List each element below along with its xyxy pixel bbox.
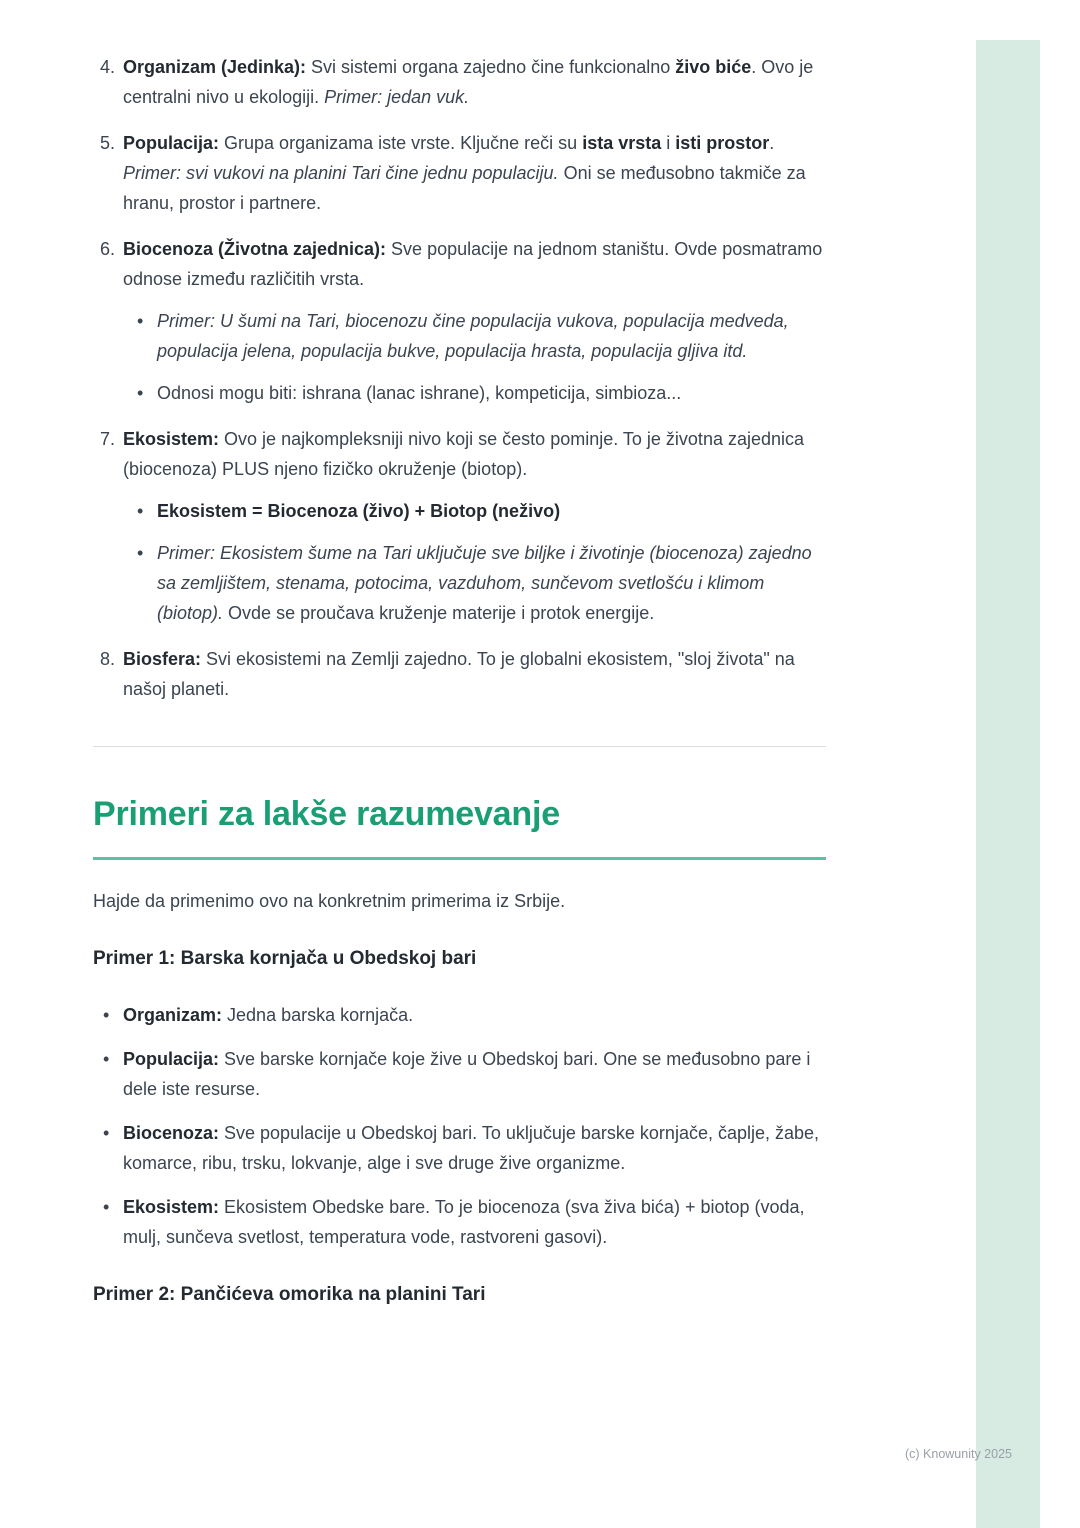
bullet-text: [123, 1000, 826, 1030]
numbered-list: [93, 52, 826, 704]
numbered-item: [93, 644, 826, 704]
sub-bullet-item: [123, 538, 826, 628]
bullet-icon: •: [103, 1123, 110, 1143]
section-title: Primeri za lakše razumevanje: [93, 793, 826, 860]
italic-text: Primer: U šumi na Tari, biocenozu čine populacija vukova, populacija medveda, populacija jelena, populacija bukve, populacija hrasta, populacija gljiva itd.: [157, 311, 789, 361]
item-body: [123, 644, 826, 704]
bold-text: Ekosistem:: [123, 1197, 220, 1217]
bullet-icon: •: [103, 1049, 110, 1069]
bold-text: Populacija:: [123, 1049, 220, 1069]
bullet-text: [157, 538, 826, 628]
italic-text: Primer: jedan vuk.: [324, 87, 470, 107]
text-run: Sve populacije u Obedskoj bari. To uključuje barske kornjače, čaplje, žabe, komarce, ribu, trsku, lokvanje, alge i sve druge žive organizme.: [123, 1123, 820, 1173]
item-text: [123, 424, 826, 484]
bullet-icon: •: [103, 1197, 110, 1217]
text-run: Grupa organizama iste vrste. Ključne reči su: [219, 133, 583, 153]
example-bullet-item: [93, 1118, 826, 1178]
text-run: Sve barske kornjače koje žive u Obedskoj bari. One se međusobno pare i dele iste resurse.: [123, 1049, 811, 1099]
numbered-item: [93, 128, 826, 218]
bullet-icon: •: [137, 501, 144, 521]
italic-text: Primer: Ekosistem šume na Tari uključuje sve biljke i životinje (biocenoza) zajedno sa zemljištem, stenama, potocima, vazduhom, sunčevom svetlošću i klimom (biotop).: [157, 543, 812, 623]
item-body: [123, 424, 826, 628]
right-margin-stripe: [976, 40, 1040, 1528]
bullet-icon: •: [137, 543, 144, 563]
bullet-icon: •: [137, 383, 144, 403]
numbered-item: [93, 424, 826, 628]
example-bullet-item: [93, 1044, 826, 1104]
item-text: [123, 52, 826, 112]
bold-text: živo biće: [675, 57, 752, 77]
item-body: [123, 52, 826, 112]
sub-bullet-item: [123, 496, 826, 526]
numbered-item: [93, 52, 826, 112]
example-1-heading: Primer 1: Barska kornjača u Obedskoj bari: [93, 948, 477, 969]
bold-text: ista vrsta: [582, 133, 662, 153]
sub-bullet-list: [123, 496, 826, 628]
numbered-item: [93, 234, 826, 408]
document-content: [93, 52, 826, 1310]
sub-bullet-list: [123, 306, 826, 408]
watermark: (c) Knowunity 2025: [904, 1447, 1012, 1461]
item-number: 7.: [100, 429, 116, 449]
item-text: [123, 644, 826, 704]
example-2-heading: Primer 2: Pančićeva omorika na planini Tari: [93, 1284, 486, 1305]
bold-text: Ekosistem:: [123, 429, 220, 449]
bold-text: isti prostor: [675, 133, 770, 153]
text-run: .: [769, 133, 775, 153]
item-body: [123, 128, 826, 218]
section-intro: Hajde da primenimo ovo na konkretnim primerima iz Srbije.: [93, 891, 566, 911]
example-bullet-item: [93, 1192, 826, 1252]
sub-bullet-item: [123, 378, 826, 408]
text-run: Oni se međusobno takmiče za hranu, prostor i partnere.: [123, 163, 806, 213]
item-text: [123, 128, 826, 218]
text-run: Jedna barska kornjača.: [222, 1005, 414, 1025]
bullet-text: [123, 1044, 826, 1104]
bullet-text: [157, 306, 826, 366]
sub-bullet-item: [123, 306, 826, 366]
text-run: Odnosi mogu biti: ishrana (lanac ishrane), kompeticija, simbioza...: [157, 383, 682, 403]
bold-text: Ekosistem = Biocenoza (živo) + Biotop (neživo): [157, 501, 561, 521]
bullet-icon: •: [137, 311, 144, 331]
text-run: Svi sistemi organa zajedno čine funkcionalno: [306, 57, 676, 77]
example-bullet-item: [93, 1000, 826, 1030]
text-run: Svi ekosistemi na Zemlji zajedno. To je globalni ekosistem, "sloj života" na našoj planeti.: [123, 649, 795, 699]
text-run: . Ovo je centralni nivo u ekologiji.: [123, 57, 814, 107]
text-run: Sve populacije na jednom staništu. Ovde posmatramo odnose između različitih vrsta.: [123, 239, 823, 289]
text-run: Ovo je najkompleksniji nivo koji se često pominje. To je životna zajednica (biocenoza) PLUS njeno fizičko okruženje (biotop).: [123, 429, 805, 479]
item-number: 4.: [100, 57, 116, 77]
bold-text: Organizam (Jedinka):: [123, 57, 307, 77]
bold-text: Biocenoza (Životna zajednica):: [123, 239, 387, 259]
section-divider: [93, 746, 826, 747]
bullet-text: [157, 378, 826, 408]
bullet-text: [157, 496, 826, 526]
text-run: i: [661, 133, 676, 153]
bold-text: Populacija:: [123, 133, 220, 153]
bullet-text: [123, 1192, 826, 1252]
text-run: Ovde se proučava kruženje materije i protok energije.: [223, 603, 655, 623]
bold-text: Organizam:: [123, 1005, 223, 1025]
text-run: Ekosistem Obedske bare. To je biocenoza (sva živa bića) + biotop (voda, mulj, sunčeva svetlost, temperatura vode, rastvoreni gasovi).: [123, 1197, 805, 1247]
bullet-icon: •: [103, 1005, 110, 1025]
item-number: 5.: [100, 133, 116, 153]
item-number: 8.: [100, 649, 116, 669]
bullet-text: [123, 1118, 826, 1178]
item-text: [123, 234, 826, 294]
bold-text: Biosfera:: [123, 649, 202, 669]
bold-text: Biocenoza:: [123, 1123, 220, 1143]
example-1-list: [93, 1000, 826, 1252]
item-body: [123, 234, 826, 408]
italic-text: Primer: svi vukovi na planini Tari čine jednu populaciju.: [123, 163, 559, 183]
item-number: 6.: [100, 239, 116, 259]
